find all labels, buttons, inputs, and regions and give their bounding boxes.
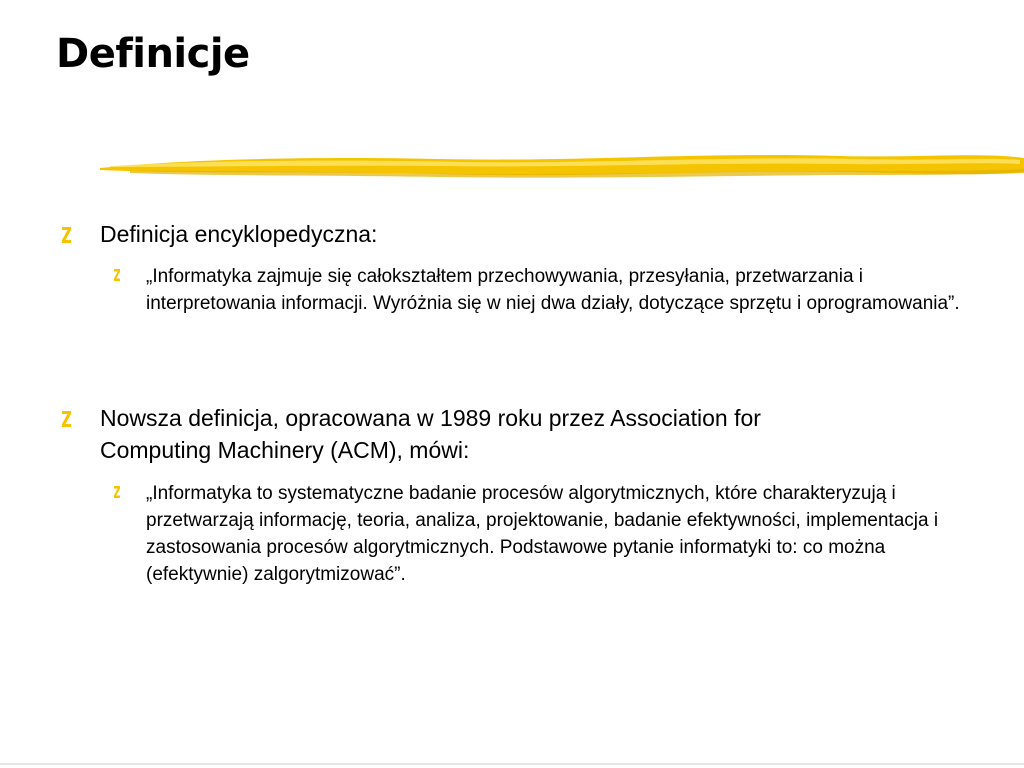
z-bullet-icon [114,269,120,281]
z-bullet-icon [62,411,71,427]
bullet-text: Definicja encyklopedyczna: [100,221,378,247]
slide-title: Definicje [56,31,250,77]
bullet-text: Nowsza definicja, opracowana w 1989 roku przez Association for Computing Machinery (ACM), mówi: [100,405,761,463]
footer-divider [0,763,1024,765]
sub-bullet-text: „Informatyka zajmuje się całokształtem przechowywania, przesyłania, przetwarzania i interpretowania informacji. Wyróżnia się w niej dwa działy, dotyczące sprzętu i oprogramowania”. [146,266,960,314]
z-bullet-icon [114,486,120,498]
sub-bullet-text: „Informatyka to systematyczne badanie procesów algorytmicznych, które charakteryzują i przetwarzają informację, teoria, analiza, projektowanie, badanie efektywności, implementacja i zastosowania procesów algorytmicznych. Podstawowe pytanie informatyki to: co można (efektywnie) zalgorytmizować”. [146,483,939,585]
z-bullet-icon [62,227,71,243]
